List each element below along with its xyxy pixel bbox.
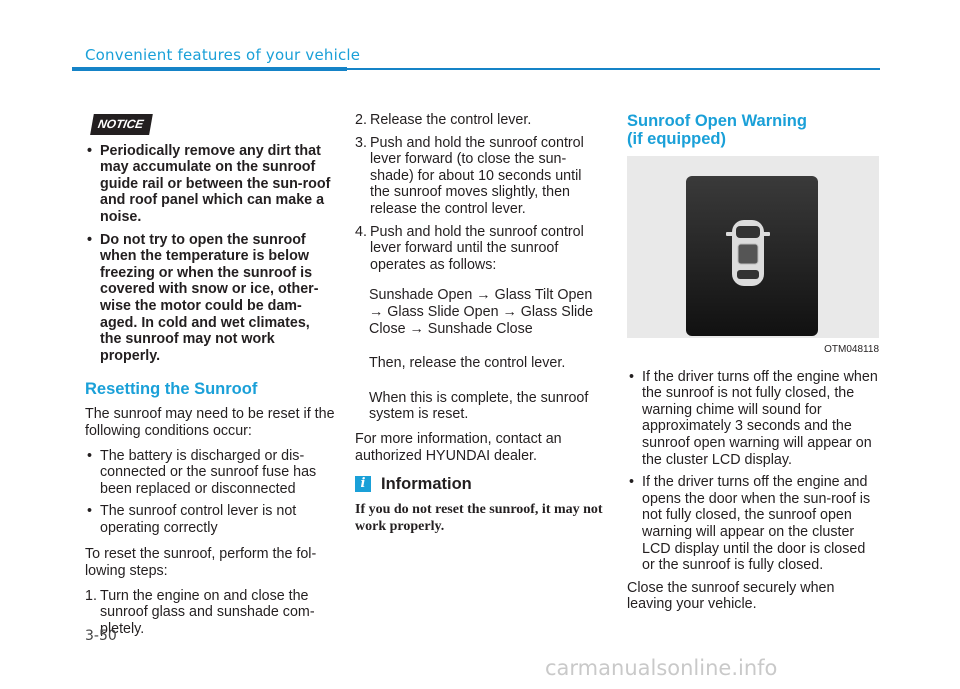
step-text: Turn the engine on and close the sunroof glass and sunshade com-pletely.	[100, 587, 315, 637]
resetting-intro: The sunroof may need to be reset if the following conditions occur:	[85, 406, 335, 439]
release-text: Then, release the control lever.	[369, 355, 566, 372]
figure-code: OTM048118	[824, 344, 879, 355]
step-item	[355, 112, 605, 129]
watermark-text: carmanualsonline.info	[545, 656, 778, 680]
notice-badge: NOTICE	[90, 114, 153, 135]
contact-text: For more information, contact an authorized HYUNDAI dealer.	[355, 430, 562, 464]
information-text: If you do not reset the sunroof, it may not work properly.	[355, 501, 603, 534]
steps-list-part1	[85, 588, 335, 638]
sequence-text: Sunshade Open → Glass Tilt Open → Glass Slide Open → Glass Slide Close → Sunshade Close	[369, 287, 594, 337]
warning-list	[627, 369, 879, 574]
column-middle	[355, 112, 605, 535]
step-text: Push and hold the sunroof control lever forward (to close the sun-shade) for about 10 seconds until the sunroof moves slightly, then release the control lever.	[370, 134, 584, 217]
step-item	[355, 135, 605, 218]
header-rule-thin	[347, 68, 880, 70]
warning-item: • If the driver turns off the engine and opens the door when the sun-roof is not fully closed, the sunroof open warning will appear on the cluster LCD display until the door is closed or the sunroof is fully closed.	[627, 474, 879, 574]
condition-item: • The battery is discharged or dis-connected or the sunroof fuse has been replaced or disconnected	[85, 448, 335, 498]
notice-list	[85, 143, 335, 365]
closing-text: Close the sunroof securely when leaving your vehicle.	[627, 579, 835, 613]
steps-intro: To reset the sunroof, perform the fol-lowing steps:	[85, 546, 317, 580]
column-right	[627, 112, 879, 621]
warning-item: • If the driver turns off the engine when the sunroof is not fully closed, the warning chime will sound for approximately 3 seconds and the sunroof open warning will appear on the cluster LCD display.	[627, 369, 879, 469]
header-rule-thick	[72, 67, 347, 71]
step-number: 1.	[85, 587, 97, 604]
condition-item: • The sunroof control lever is not operating correctly	[85, 503, 335, 536]
resetting-title: Resetting the Sunroof	[85, 380, 258, 399]
information-label: Information	[381, 475, 472, 494]
step-item	[85, 588, 335, 638]
page-number: 3-50	[85, 628, 117, 644]
notice-item: • Do not try to open the sunroof when the temperature is below freezing or when the sunroof is covered with snow or ice, other-wise the motor could be dam-aged. In cold and wet climates, the sunroof may not work properly.	[85, 232, 335, 365]
notice-item: • Periodically remove any dirt that may accumulate on the sunroof guide rail or between the sun-roof and roof panel which can make a noise.	[85, 143, 335, 226]
step-text: Release the control lever.	[370, 112, 532, 128]
header-title: Convenient features of your vehicle	[85, 46, 361, 64]
complete-text: When this is complete, the sunroof system is reset.	[369, 389, 589, 423]
sunroof-warning-figure	[627, 156, 879, 338]
info-icon: i	[355, 476, 371, 492]
step-number: 4.	[355, 223, 367, 240]
column-left	[85, 114, 335, 643]
steps-list-part2	[355, 112, 605, 273]
step-item	[355, 224, 605, 274]
step-number: 2.	[355, 112, 367, 128]
information-heading	[355, 476, 605, 493]
step-number: 3.	[355, 134, 367, 151]
conditions-list	[85, 448, 335, 537]
warning-title: Sunroof Open Warning (if equipped)	[627, 112, 807, 148]
car-top-view-icon	[726, 220, 770, 286]
cluster-display-illustration	[627, 156, 879, 338]
step-text: Push and hold the sunroof control lever forward until the sunroof operates as follows:	[370, 223, 584, 273]
